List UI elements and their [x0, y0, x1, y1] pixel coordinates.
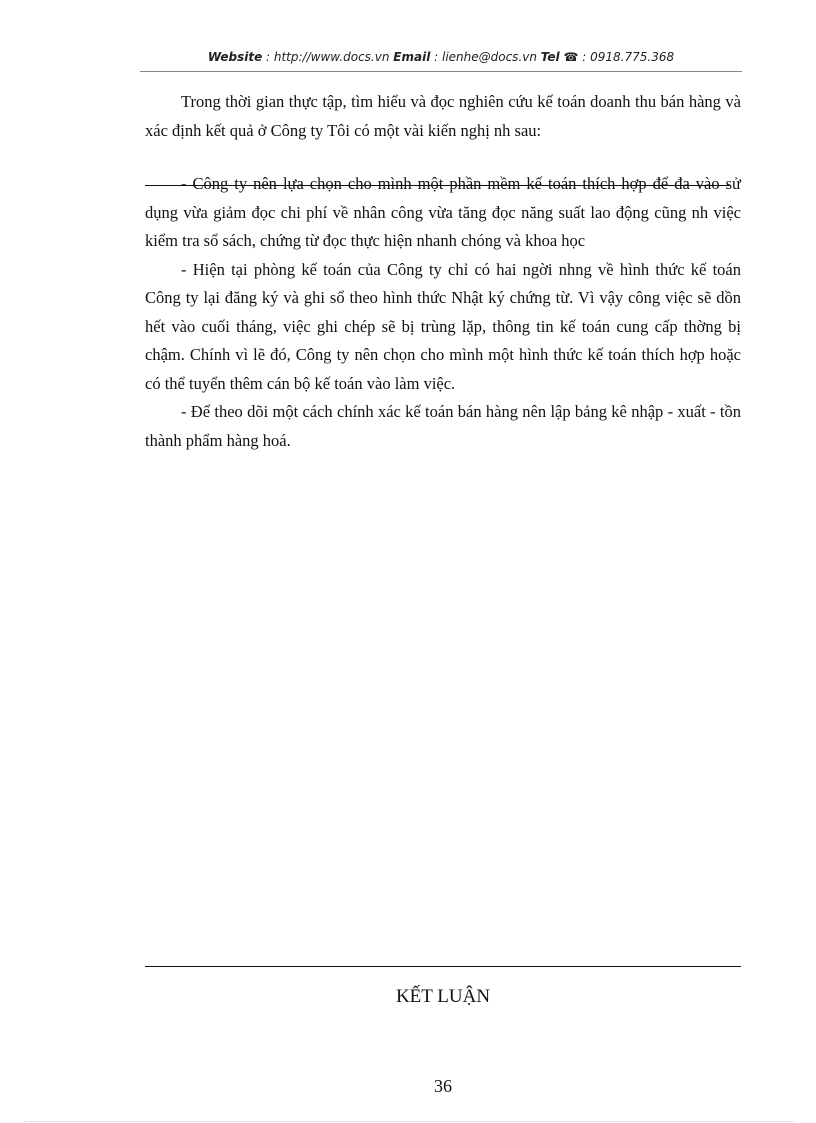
tel-number: : 0918.775.368 — [578, 50, 675, 64]
recommendation-software: - Công ty nên lựa chọn cho mình một phần mềm kế toán thích hợp để đa vào sử dụng vừa giảm đọc chi phí về nhân công vừa tăng đọc năng suất lao động cũng nh việc kiểm tra sổ sách, chứng từ đọc thực hiện nhanh chóng và khoa học — [145, 174, 741, 250]
page-header — [140, 50, 742, 64]
email-address: : lienhe@docs.vn — [430, 50, 541, 64]
page-number: 36 — [434, 1076, 452, 1096]
website-url: : http://www.docs.vn — [262, 50, 394, 64]
email-label: Email — [393, 50, 431, 64]
section-divider — [145, 966, 741, 967]
website-label: Website — [207, 50, 263, 64]
recommendations-block — [145, 170, 741, 455]
page-bottom-edge — [24, 1121, 794, 1122]
header-divider — [140, 71, 742, 72]
recommendation-inventory: - Để theo dõi một cách chính xác kế toán bán hàng nên lập bảng kê nhập - xuất - tồn thành phẩm hàng hoá. — [145, 402, 741, 450]
phone-icon: ☎ — [563, 50, 579, 64]
intro-text: Trong thời gian thực tập, tìm hiểu và đọc nghiên cứu kế toán doanh thu bán hàng và xác định kết quả ở Công ty Tôi có một vài kiến nghị nh sau: — [145, 92, 741, 140]
recommendation-staffing: - Hiện tại phòng kế toán của Công ty chỉ có hai ngời nhng về hình thức kế toán Công ty lại đăng ký và ghi sổ theo hình thức Nhật ký chứng từ. Vì vậy công việc sẽ dồn hết vào cuối tháng, việc ghi chép sẽ bị trùng lặp, thông tin kế toán cung cấp thờng bị chậm. Chính vì lẽ đó, Công ty nên chọn cho mình một hình thức kế toán thích hợp hoặc có thể tuyển thêm cán bộ kế toán vào làm việc. — [145, 259, 741, 393]
conclusion-heading: KẾT LUẬN — [395, 986, 491, 1007]
paragraph-intro — [145, 88, 741, 145]
tel-label: Tel — [540, 50, 560, 64]
